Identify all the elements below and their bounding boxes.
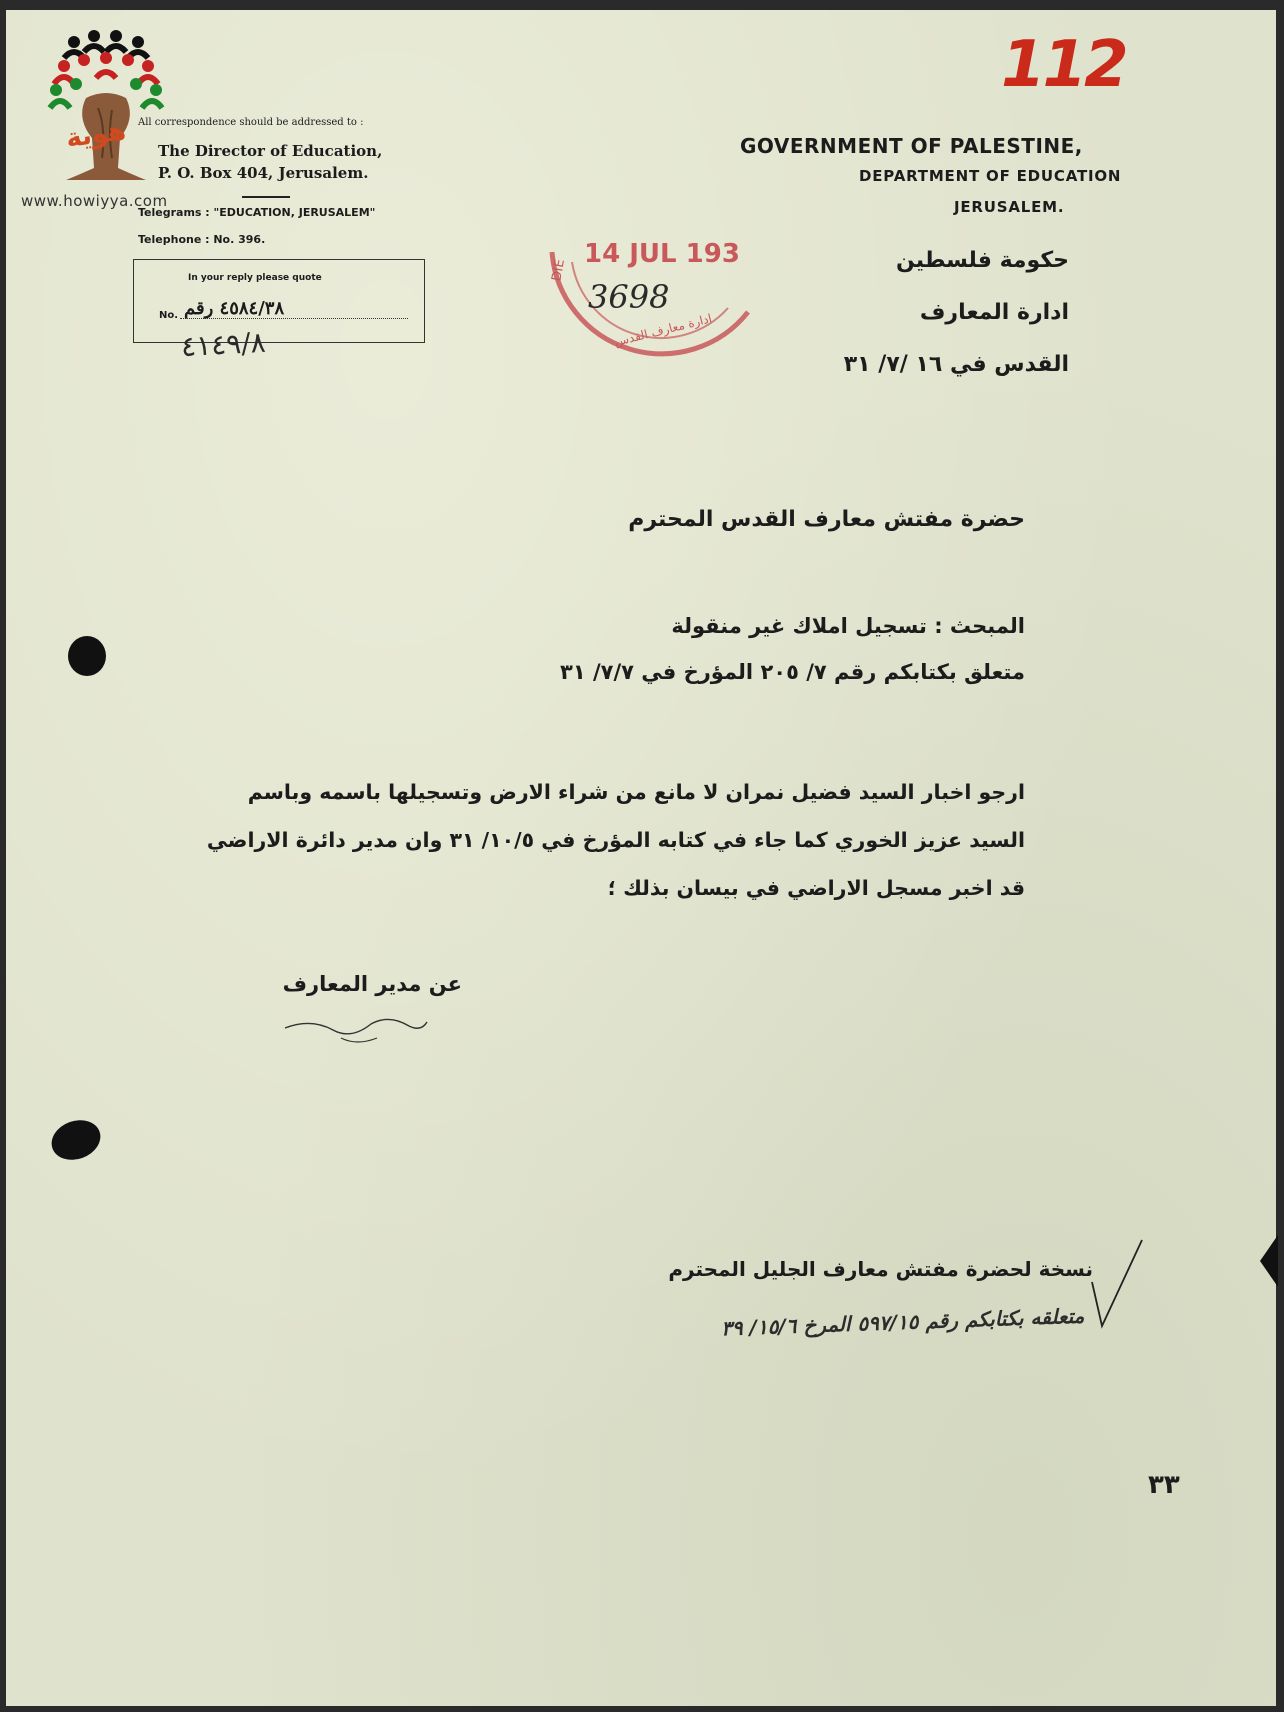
handwritten-file-number: ٤١٤٩/٨ — [180, 325, 267, 364]
document-page — [6, 10, 1276, 1706]
letter-date: القدس في ١٦ /٧/ ٣١ — [843, 352, 1069, 377]
postal-address: P. O. Box 404, Jerusalem. — [158, 164, 369, 182]
edge-tab-mark — [1260, 1235, 1278, 1287]
director-title: The Director of Education, — [158, 142, 383, 160]
letter-body: ارجو اخبار السيد فضيل نمران لا مانع من شراء الارض وتسجيلها باسمه وباسم السيد عزيز الخوري كما جاء في كتابه المؤرخ في ١٠/٥/ ٣١ وان مدير دائرة الاراضي قد اخبر مسجل الاراضي في بيسان بذلك ؛ — [206, 780, 1025, 900]
reply-reference-box — [133, 259, 425, 343]
signature-line: عن مدير المعارف — [282, 972, 462, 996]
department-title: DEPARTMENT OF EDUCATION — [859, 167, 1122, 185]
reply-instruction: In your reply please quote — [188, 273, 322, 283]
page-number: ٣٣ — [1148, 1470, 1180, 1500]
logo-overlay-text: هوية — [64, 115, 128, 155]
stamp-arc-text: ادارة معارف القدس — [612, 311, 714, 349]
heritage-tree-logo-icon — [46, 28, 166, 188]
received-stamp — [538, 222, 760, 372]
stamp-number: 3698 — [588, 278, 670, 316]
reference-number: ٤٥٨٤/٣٨ رقم — [184, 298, 285, 319]
city-title: JERUSALEM. — [954, 198, 1065, 216]
handwritten-copy-note: متعلقه بكتابكم رقم ٥٩٧/١٥ المرخ ١٥/٦/ ٣٩ — [720, 1303, 1085, 1341]
reference-dotted-line — [180, 318, 408, 319]
correspondence-note: All correspondence should be addressed to : — [138, 117, 364, 128]
checkmark-icon — [1088, 1236, 1146, 1332]
reference-line: متعلق بكتابكم رقم ٧/ ٢٠٥ المؤرخ في ٧/٧/ ٣١ — [560, 660, 1025, 684]
handwritten-signature-icon — [281, 1008, 431, 1050]
government-title: GOVERNMENT OF PALESTINE, — [740, 134, 1083, 158]
telegrams-line: Telegrams : "EDUCATION, JERUSALEM" — [138, 206, 376, 219]
stamp-date: 14 JUL 193 — [584, 239, 740, 269]
arabic-department-title: ادارة المعارف — [919, 300, 1069, 325]
stamp-side-text: DIE — [549, 258, 568, 283]
page-annotation: 112 — [1001, 28, 1126, 102]
punch-hole — [68, 636, 106, 676]
director-address — [158, 140, 382, 184]
arabic-government-title: حكومة فلسطين — [895, 248, 1069, 273]
telephone-line: Telephone : No. 396. — [138, 233, 266, 246]
copy-to-line: نسخة لحضرة مفتش معارف الجليل المحترم — [668, 1257, 1093, 1281]
logo-url[interactable]: www.howiyya.com — [21, 192, 168, 210]
reference-no-label: No. — [159, 310, 179, 321]
addressee: حضرة مفتش معارف القدس المحترم — [628, 507, 1025, 532]
letterhead-divider — [242, 196, 290, 198]
punch-hole — [46, 1114, 106, 1167]
subject-line: المبحث : تسجيل املاك غير منقولة — [671, 614, 1025, 638]
